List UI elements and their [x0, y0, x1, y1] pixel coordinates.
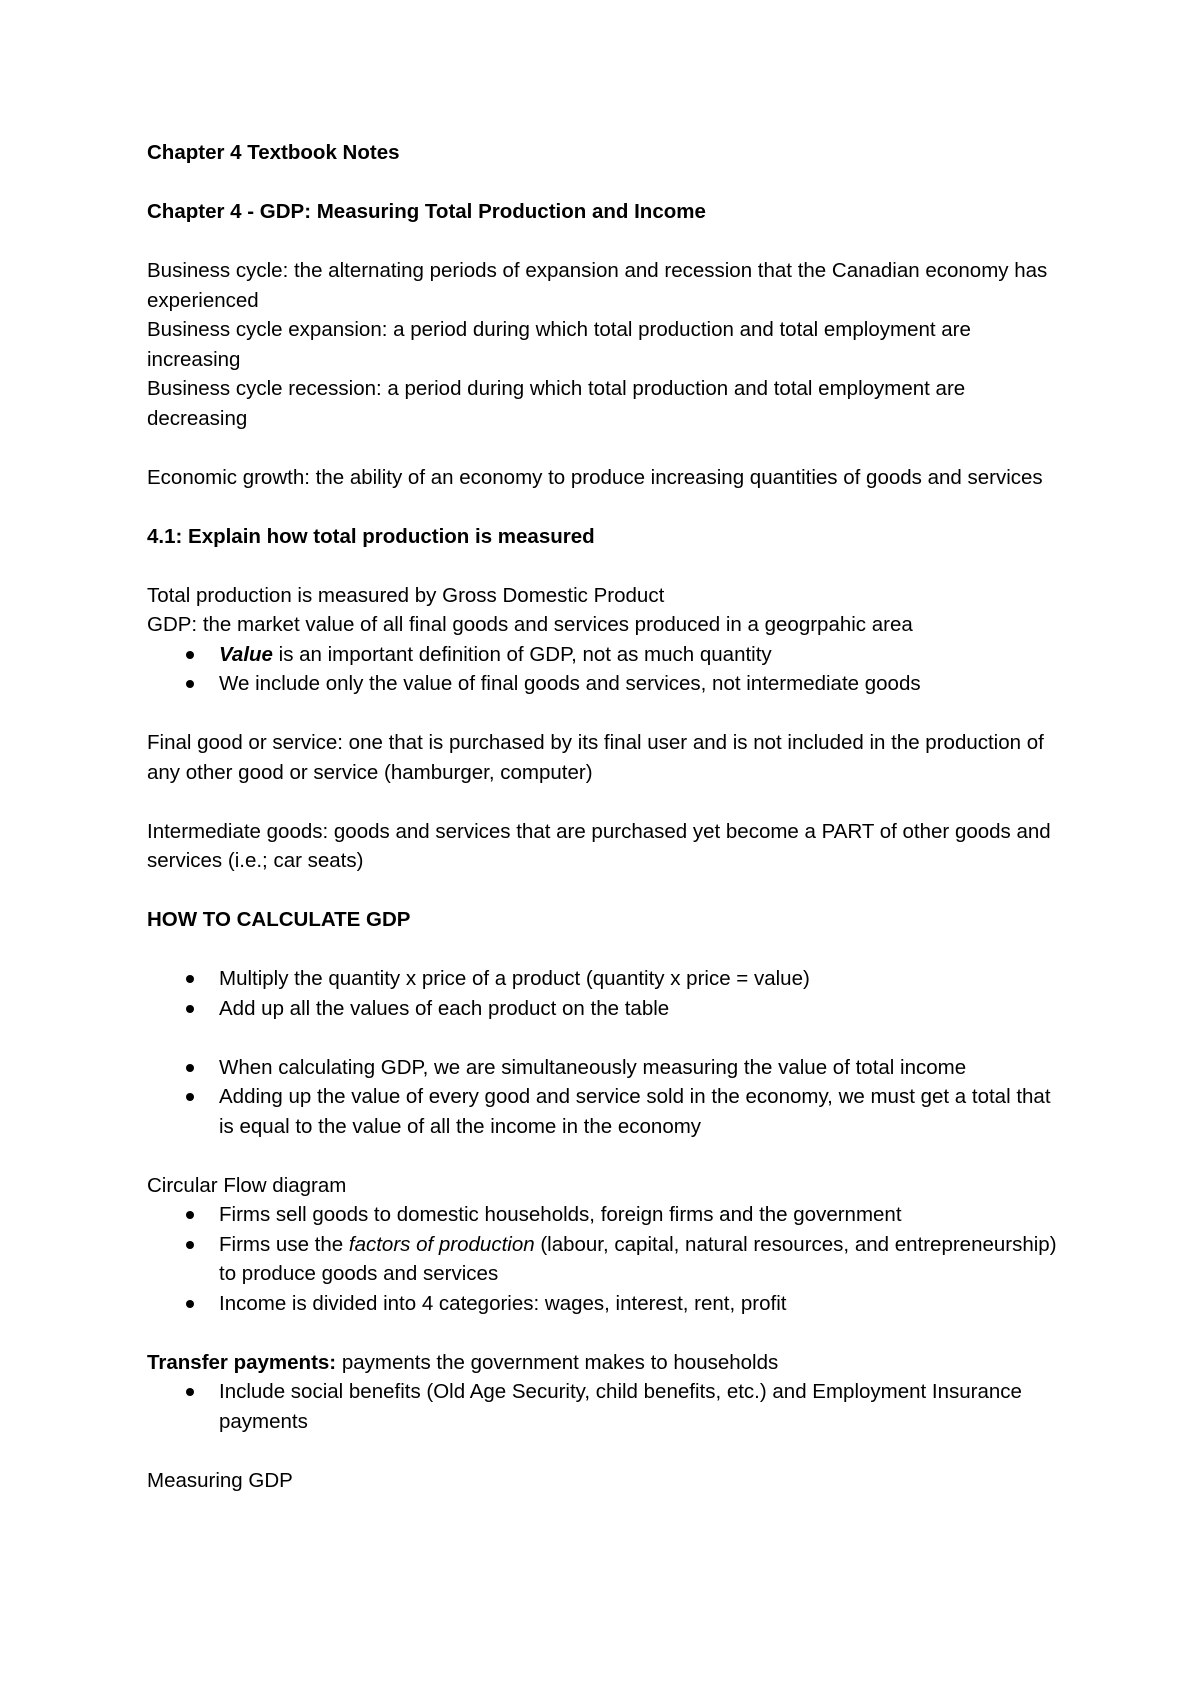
- section-heading-4-1: 4.1: Explain how total production is measured: [147, 524, 595, 548]
- transfer-bullet-list: [147, 1377, 1067, 1436]
- document-page: [147, 138, 1067, 1495]
- definition-final-good: Final good or service: one that is purchased by its final user and is not included in the production of any other good or service (hamburger, computer): [147, 731, 1044, 784]
- list-item: Include social benefits (Old Age Security, child benefits, etc.) and Employment Insurance payments: [219, 1377, 1067, 1436]
- list-item: Add up all the values of each product on the table: [219, 994, 1067, 1024]
- how-to-heading: HOW TO CALCULATE GDP: [147, 908, 411, 931]
- definition-intermediate-goods: Intermediate goods: goods and services that are purchased yet become a PART of other goods and services (i.e.; car seats): [147, 819, 1051, 872]
- value-emphasis: Value: [219, 642, 273, 666]
- factors-emphasis: factors of production: [348, 1232, 535, 1256]
- circular-flow-heading: Circular Flow diagram: [147, 1173, 347, 1197]
- definition-business-cycle: Business cycle: the alternating periods of expansion and recession that the Canadian economy has experienced: [147, 259, 1048, 312]
- list-item: Value is an important definition of GDP, not as much quantity: [219, 640, 1067, 670]
- list-item: Multiply the quantity x price of a product (quantity x price = value): [219, 964, 1067, 994]
- list-item: We include only the value of final goods and services, not intermediate goods: [219, 669, 1067, 699]
- calc-bullet-list: [147, 964, 1067, 1023]
- list-item: Firms sell goods to domestic households, foreign firms and the government: [219, 1200, 1067, 1230]
- total-production-line: Total production is measured by Gross Domestic Product: [147, 583, 665, 607]
- list-item: Firms use the factors of production (labour, capital, natural resources, and entrepreneurship) to produce goods and services: [219, 1230, 1067, 1289]
- definition-economic-growth: Economic growth: the ability of an economy to produce increasing quantities of goods and services: [147, 465, 1043, 489]
- circular-flow-list: [147, 1200, 1067, 1318]
- definition-expansion: Business cycle expansion: a period during which total production and total employment are increasing: [147, 318, 971, 371]
- document-title: Chapter 4 Textbook Notes: [147, 141, 400, 164]
- gdp-definition: GDP: the market value of all final goods and services produced in a geogrpahic area: [147, 613, 913, 636]
- measuring-gdp-heading: Measuring GDP: [147, 1468, 293, 1492]
- gdp-bullet-list: [147, 640, 1067, 699]
- transfer-payments-line: Transfer payments: payments the government makes to households: [147, 1350, 779, 1374]
- list-item: Adding up the value of every good and service sold in the economy, we must get a total that is equal to the value of all the income in the economy: [219, 1082, 1067, 1141]
- list-item: When calculating GDP, we are simultaneously measuring the value of total income: [219, 1053, 1067, 1083]
- definition-recession: Business cycle recession: a period during which total production and total employment are decreasing: [147, 377, 966, 430]
- chapter-heading: Chapter 4 - GDP: Measuring Total Production and Income: [147, 200, 706, 223]
- income-bullet-list: [147, 1053, 1067, 1142]
- transfer-payments-term: Transfer payments:: [147, 1350, 337, 1374]
- list-item: Income is divided into 4 categories: wages, interest, rent, profit: [219, 1289, 1067, 1319]
